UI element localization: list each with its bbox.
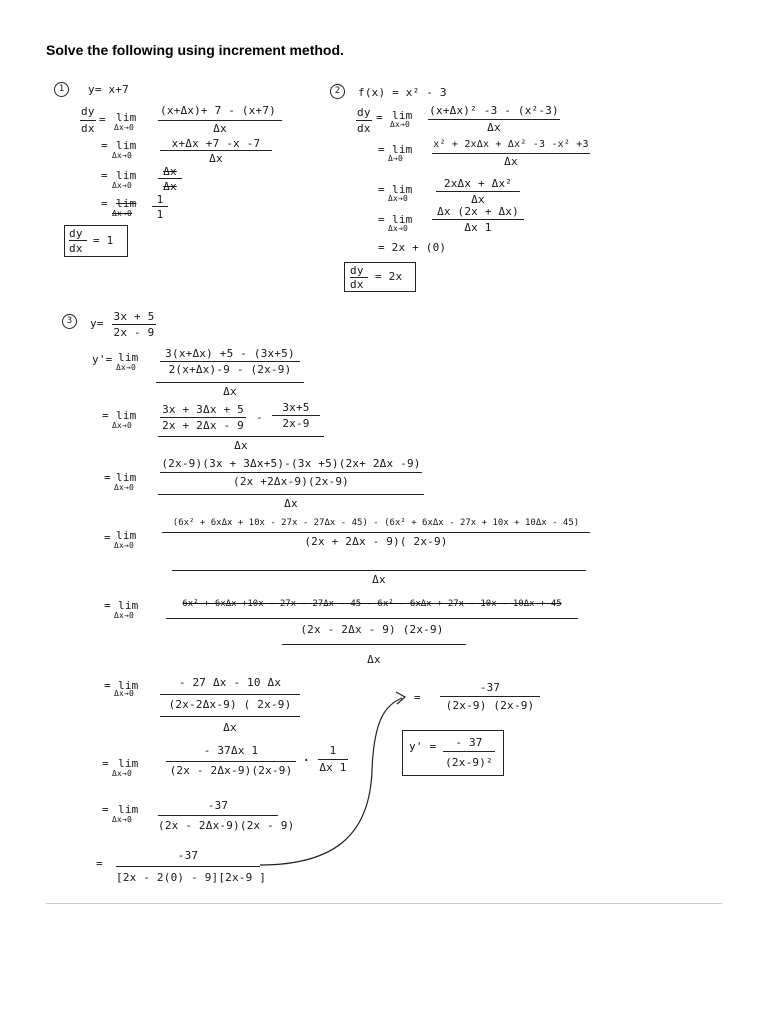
step-2-main-bar	[158, 436, 324, 437]
lim-subscript: Δx→0	[112, 181, 133, 190]
step-7-numerator: - 37Δx 1	[203, 744, 259, 757]
lim-label: lim	[118, 351, 139, 364]
lim-subscript: Δx→0	[112, 151, 133, 160]
lim-label: lim	[116, 139, 137, 152]
step-1-bottom: Δx	[223, 385, 237, 398]
step-5-bottom: Δx	[367, 653, 381, 666]
lim-subscript: Δx→0	[114, 689, 135, 698]
step-3-denominator: Δx	[471, 193, 485, 206]
lim-subscript: Δx→0	[388, 224, 409, 233]
step-9-bar	[116, 866, 260, 867]
result-bar	[440, 696, 540, 697]
dy-label: dy	[357, 106, 371, 119]
equals-sign: =	[96, 857, 103, 870]
lim-subscript: Δx→0	[388, 194, 409, 203]
lim-label: lim	[118, 757, 139, 770]
step-2-bar	[160, 150, 272, 151]
lim-label: lim	[116, 169, 137, 182]
lim-subscript: Δx→0	[116, 363, 137, 372]
step-3-bar	[436, 191, 520, 192]
step-8-denominator: (2x - 2Δx-9)(2x - 9)	[158, 819, 295, 832]
lim-subscript: Δx→0	[390, 120, 411, 129]
lim-subscript: Δx→0	[112, 421, 133, 430]
step-3-denominator: Δx	[163, 180, 177, 193]
step-2-right-bottom: 2x-9	[282, 417, 310, 430]
equals-sign: =	[378, 183, 385, 196]
equals-sign: =	[99, 113, 106, 126]
problem-2-number: 2	[330, 84, 345, 99]
equals-sign: =	[102, 803, 109, 816]
equals-sign: =	[376, 111, 383, 124]
equals-sign: =	[101, 139, 108, 152]
step-2-denominator: Δx	[209, 152, 223, 165]
step-2-denominator: Δx	[504, 155, 518, 168]
step-1-middle: 2(x+Δx)-9 - (2x-9)	[168, 363, 292, 376]
dx-label: dx	[357, 122, 371, 135]
step-5-numerator: 6x² + 6xΔx +10x - 27x - 27Δx - 45 - 6x² - 6xΔx + 27x - 10x - 10Δx + 45	[182, 599, 562, 609]
result-equals: =	[414, 691, 421, 704]
lim-subscript: Δ→0	[388, 154, 404, 163]
lim-subscript: Δx→0	[112, 769, 133, 778]
lim-label: lim	[116, 471, 137, 484]
step-7-right-numerator: 1	[329, 744, 337, 757]
answer-box	[344, 262, 416, 292]
step-7-denominator: (2x - 2Δx-9)(2x-9)	[169, 764, 293, 777]
step-3-numerator: 2xΔx + Δx²	[443, 177, 513, 190]
step-1-numerator: (x+Δx)+ 7 - (x+7)	[160, 104, 276, 117]
step-2-numerator: x+Δx +7 -x -7	[171, 137, 261, 150]
lim-subscript: Δx→0	[112, 815, 133, 824]
problem-1-number: 1	[54, 82, 69, 97]
equals-sign: =	[104, 471, 111, 484]
problem-3-y: y=	[90, 317, 104, 330]
step-9-numerator: -37	[177, 849, 199, 862]
step-1-top: 3(x+Δx) +5 - (3x+5)	[165, 347, 295, 360]
final-denominator: (2x-9)²	[445, 756, 493, 769]
dydx-bar	[356, 120, 372, 121]
y-prime-label: y'=	[92, 353, 113, 366]
step-4-denominator: (2x + 2Δx - 9)( 2x-9)	[304, 535, 448, 548]
lim-label: lim	[116, 111, 137, 124]
equals-sign: =	[102, 409, 109, 422]
step-3-numerator: (2x-9)(3x + 3Δx+5)-(3x +5)(2x+ 2Δx -9)	[161, 457, 421, 470]
equals-sign: =	[101, 197, 108, 210]
step-3-numerator: Δx	[163, 165, 177, 178]
step-4-numerator: Δx (2x + Δx)	[437, 205, 519, 218]
step-2-right-top: 3x+5	[282, 401, 310, 414]
lim-subscript: Δx→0	[114, 123, 135, 132]
step-1-denominator: Δx	[213, 122, 227, 135]
lim-subscript: Δx→0	[114, 541, 135, 550]
step-8-numerator: -37	[207, 799, 229, 812]
answer-box	[64, 225, 128, 257]
step-5-bar	[166, 618, 578, 619]
step-3-denominator: (2x +2Δx-9)(2x-9)	[233, 475, 349, 488]
problem-1-equation: y= x+7	[88, 83, 129, 96]
equals-sign: =	[104, 679, 111, 692]
lim-label: lim	[118, 679, 139, 692]
continuation-arrow	[250, 680, 420, 880]
lim-subscript: Δx→0	[114, 483, 135, 492]
lim-label: lim	[392, 143, 413, 156]
step-4-denominator: 1	[156, 208, 164, 221]
step-1-bar	[428, 119, 560, 120]
equals-sign: =	[102, 757, 109, 770]
answer-dy: dy	[69, 227, 83, 240]
step-4-main-bar	[172, 570, 586, 571]
step-2-left-top: 3x + 3Δx + 5	[162, 403, 244, 416]
lim-label: lim	[116, 197, 137, 210]
step-6-numerator: - 27 Δx - 10 Δx	[178, 676, 282, 689]
lim-label: lim	[116, 529, 137, 542]
lim-label: lim	[118, 803, 139, 816]
step-4-bar	[432, 219, 524, 220]
lim-label: lim	[116, 409, 137, 422]
step-4-numerator: (6x² + 6xΔx + 10x - 27x - 27Δx - 45) - (6x² + 6xΔx - 27x + 10x + 10Δx - 45)	[172, 518, 580, 528]
equals-sign: =	[378, 213, 385, 226]
step-9-denominator: [2x - 2(0) - 9][2x-9 ]	[116, 871, 267, 884]
lim-label: lim	[392, 183, 413, 196]
equals-sign: =	[104, 599, 111, 612]
answer-value: = 2x	[375, 270, 403, 283]
result-denominator: (2x-9) (2x-9)	[445, 699, 535, 712]
answer-dy: dy	[350, 264, 364, 277]
step-7-right-denominator: Δx 1	[319, 761, 347, 774]
step-3-bottom: Δx	[284, 497, 298, 510]
step-5-main-bar	[282, 644, 466, 645]
problem-3-number: 3	[62, 314, 77, 329]
step-6-bottom: Δx	[223, 721, 237, 734]
equals-sign: =	[378, 143, 385, 156]
step-4-numerator: 1	[156, 193, 164, 206]
answer-dx: dx	[350, 278, 364, 291]
step-1-main-bar	[156, 382, 304, 383]
step-5-denominator: (2x - 2Δx - 9) (2x-9)	[300, 623, 444, 636]
final-numerator: - 37	[455, 736, 483, 749]
page-title: Solve the following using increment method.	[46, 42, 344, 58]
step-3-main-bar	[158, 494, 424, 495]
answer-dx: dx	[69, 242, 83, 255]
result-numerator: -37	[479, 681, 501, 694]
lim-label: lim	[118, 599, 139, 612]
answer-bar	[69, 240, 87, 241]
problem-3-bar	[112, 324, 156, 325]
step-2-right-bar	[272, 415, 320, 416]
step-4-bar	[152, 206, 168, 207]
lim-subscript: Δx→0	[114, 611, 135, 620]
step-4-bar	[162, 532, 590, 533]
answer-value: = 1	[93, 234, 114, 247]
step-2-numerator: x² + 2xΔx + Δx² -3 -x² +3	[433, 139, 589, 150]
step-1-bar	[158, 120, 282, 121]
final-y-prime: y' =	[409, 740, 437, 753]
lim-label: lim	[392, 109, 413, 122]
step-1-denominator: Δx	[487, 121, 501, 134]
step-5-result: = 2x + (0)	[378, 241, 447, 254]
final-bar	[443, 751, 495, 752]
step-1-numerator: (x+Δx)² -3 - (x²-3)	[429, 104, 559, 117]
step-6-denominator: (2x-2Δx-9) ( 2x-9)	[168, 698, 292, 711]
lim-subscript: Δx→0	[112, 209, 133, 218]
equals-sign: =	[101, 169, 108, 182]
dydx-bar	[80, 120, 96, 121]
step-3-bar	[160, 472, 422, 473]
step-2-bar	[432, 153, 590, 154]
problem-3-numerator: 3x + 5	[113, 310, 155, 323]
multiply-dot: ·	[302, 753, 311, 769]
equals-sign: =	[104, 531, 111, 544]
dx-label: dx	[81, 122, 95, 135]
minus-sign: -	[256, 411, 263, 424]
lim-label: lim	[392, 213, 413, 226]
step-4-bottom: Δx	[372, 573, 386, 586]
page-edge-line	[46, 903, 722, 904]
dy-label: dy	[81, 105, 95, 118]
problem-3-denominator: 2x - 9	[113, 326, 155, 339]
step-2-left-bottom: 2x + 2Δx - 9	[162, 419, 244, 432]
step-2-left-bar	[160, 417, 246, 418]
step-1-inner-bar	[160, 361, 300, 362]
step-3-bar	[158, 178, 182, 179]
problem-2-equation: f(x) = x² - 3	[358, 86, 447, 99]
step-2-bottom: Δx	[234, 439, 248, 452]
step-4-denominator: Δx 1	[464, 221, 492, 234]
